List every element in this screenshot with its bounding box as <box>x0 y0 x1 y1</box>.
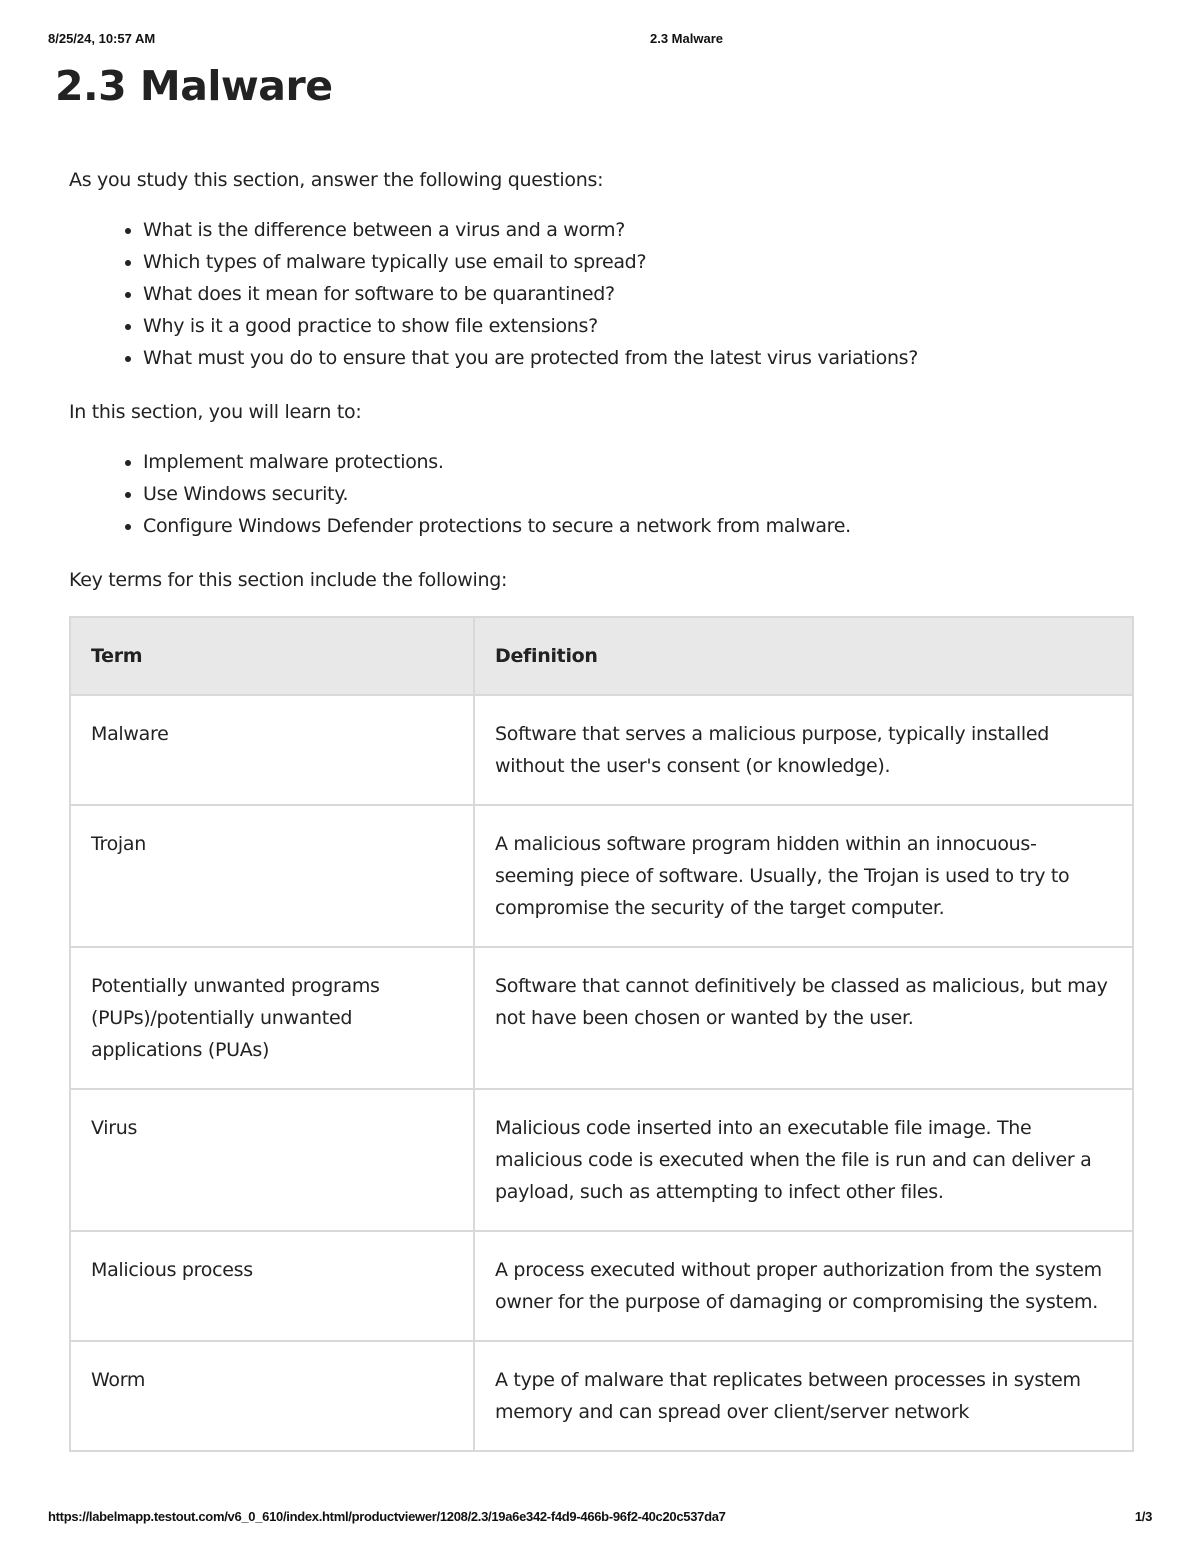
list-item: • Implement malware protections. <box>143 446 1134 478</box>
table-row <box>70 1089 1133 1231</box>
table-row <box>70 1231 1133 1341</box>
page-title: 2.3 Malware <box>55 62 333 110</box>
list-item: • Configure Windows Defender protections to secure a network from malware. <box>143 510 1134 542</box>
print-page-title: 2.3 Malware <box>650 31 723 46</box>
key-terms-table <box>69 616 1134 1452</box>
definition-cell: Software that serves a malicious purpose, typically installed without the user's consent (or knowledge). <box>474 695 1133 805</box>
list-item: • What must you do to ensure that you are protected from the latest virus variations? <box>143 342 1134 374</box>
definition-cell: Software that cannot definitively be classed as malicious, but may not have been chosen or wanted by the user. <box>474 947 1133 1089</box>
list-item: • What is the difference between a virus and a worm? <box>143 214 1134 246</box>
table-header-row <box>70 617 1133 695</box>
objectives-intro: In this section, you will learn to: <box>69 401 362 423</box>
term-column-header: Term <box>70 617 474 695</box>
table-row <box>70 695 1133 805</box>
definition-cell: Malicious code inserted into an executable file image. The malicious code is executed when the file is run and can deliver a payload, such as attempting to infect other files. <box>474 1089 1133 1231</box>
list-item: • Use Windows security. <box>143 478 1134 510</box>
term-cell: Trojan <box>70 805 474 947</box>
questions-list <box>69 214 1134 374</box>
definition-cell: A process executed without proper authorization from the system owner for the purpose of damaging or compromising the system. <box>474 1231 1133 1341</box>
key-terms-intro: Key terms for this section include the following: <box>69 569 508 591</box>
table-row <box>70 947 1133 1089</box>
list-item: • Why is it a good practice to show file extensions? <box>143 310 1134 342</box>
table-row <box>70 1341 1133 1451</box>
page-number: 1/3 <box>1134 1509 1152 1524</box>
term-cell: Malware <box>70 695 474 805</box>
print-header <box>48 31 1152 47</box>
list-item: • Which types of malware typically use email to spread? <box>143 246 1134 278</box>
term-cell: Virus <box>70 1089 474 1231</box>
definition-cell: A type of malware that replicates between processes in system memory and can spread over client/server network <box>474 1341 1133 1451</box>
objectives-list <box>69 446 1134 542</box>
definition-column-header: Definition <box>474 617 1133 695</box>
page-url: https://labelmapp.testout.com/v6_0_610/index.html/productviewer/1208/2.3/19a6e342-f4d9-466b-96f2-40c20c537da7 <box>48 1509 726 1524</box>
term-cell: Malicious process <box>70 1231 474 1341</box>
term-cell: Worm <box>70 1341 474 1451</box>
term-cell: Potentially unwanted programs (PUPs)/potentially unwanted applications (PUAs) <box>70 947 474 1089</box>
print-datetime: 8/25/24, 10:57 AM <box>48 31 156 46</box>
list-item: • What does it mean for software to be quarantined? <box>143 278 1134 310</box>
questions-intro: As you study this section, answer the following questions: <box>69 169 604 191</box>
definition-cell: A malicious software program hidden within an innocuous-seeming piece of software. Usually, the Trojan is used to try to compromise the security of the target computer. <box>474 805 1133 947</box>
content <box>69 164 1134 1452</box>
print-footer <box>48 1509 1152 1525</box>
table-row <box>70 805 1133 947</box>
